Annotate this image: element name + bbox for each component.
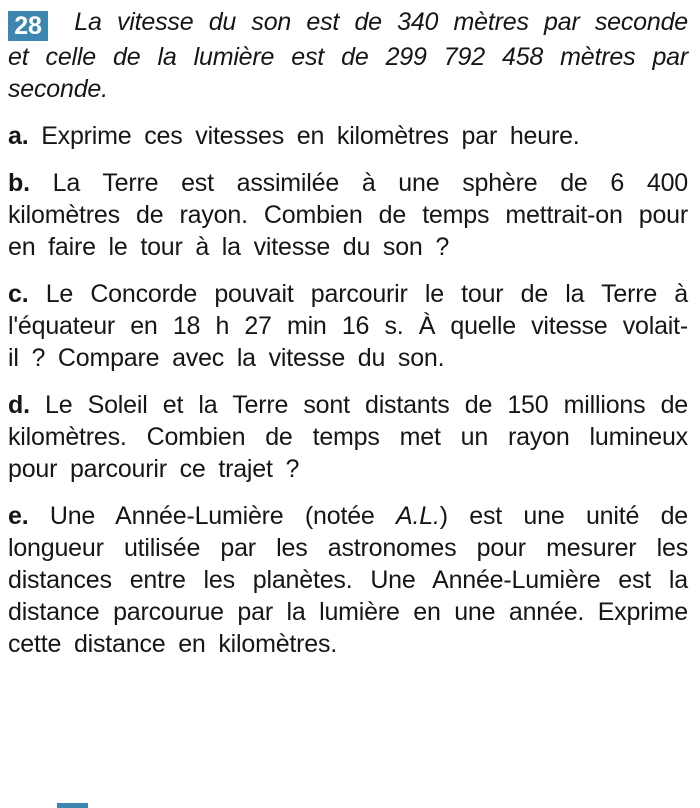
exercise-intro <box>8 6 688 105</box>
question-a <box>8 120 688 152</box>
exercise-intro-text: La vitesse du son est de 340 mètres par seconde et celle de la lumière est de 299 792 458 mètres par seconde. <box>8 8 688 103</box>
question-b-label: b. <box>8 169 30 197</box>
question-d-text: Le Soleil et la Terre sont distants de 150 millions de kilomètres. Combien de temps met un rayon lumineux pour parcourir ce trajet ? <box>8 391 689 483</box>
question-e-text-before: Une Année-Lumière (notée <box>49 502 397 530</box>
question-c-text: Le Concorde pouvait parcourir le tour de la Terre à l'équateur en 18 h 27 min 16 s. À quelle vitesse volait-il ? Compare avec la vitesse du son. <box>8 280 688 372</box>
question-e <box>8 500 688 660</box>
question-c-label: c. <box>8 280 29 308</box>
question-a-text: Exprime ces vitesses en kilomètres par heure. <box>41 122 580 150</box>
exercise-number: 28 <box>14 12 42 40</box>
question-e-label: e. <box>8 502 29 530</box>
question-b <box>8 167 688 263</box>
question-a-label: a. <box>8 122 29 150</box>
question-d <box>8 389 688 485</box>
question-b-text: La Terre est assimilée à une sphère de 6 400 kilomètres de rayon. Combien de temps mettrait-on pour en faire le tour à la vitesse du son ? <box>8 169 689 261</box>
question-e-text-after: ) est une unité de longueur utilisée par les astronomes pour mesurer les distances entre les planètes. Une Année-Lumière est la distance parcourue par la lumière en une année. Exprime cette distance en kilomètres. <box>8 502 688 658</box>
next-exercise-badge-sliver <box>57 803 88 808</box>
question-c <box>8 278 688 374</box>
exercise-number-badge <box>8 11 48 41</box>
question-d-label: d. <box>8 391 30 419</box>
question-e-abbreviation: A.L. <box>396 502 440 530</box>
